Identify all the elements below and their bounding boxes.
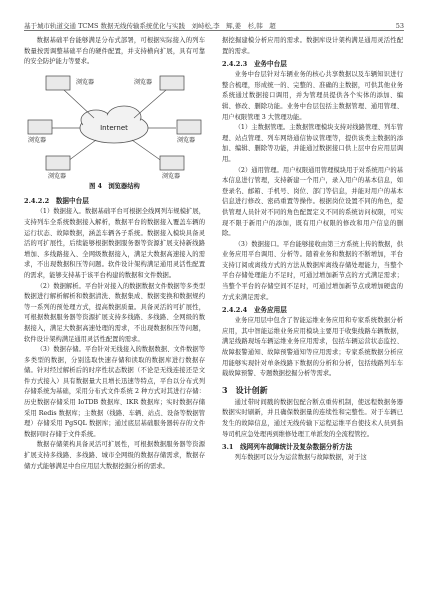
paragraph: 列车数据可以分为运营数据与故障数据，对于这 — [234, 454, 367, 462]
figure-caption: 图 4 浏览器结构 — [89, 182, 140, 190]
right-column — [222, 36, 403, 464]
paragraph: 数据基础平台能够满足分布式部署，可根据实际接入的列车数量按需调整基础平台的硬件配置，并支持横向扩展，具有可靠的安全防护能力等要求。 — [24, 37, 205, 66]
browser-label: 浏览器 — [177, 136, 196, 144]
link-line — [134, 90, 166, 118]
paragraph: 通过带时间戳的数据包配合断点重传机制，使远程数据务器数据实时刷新，并且确保数据量的连续性和完整性。对于车辆已发生的故障信息，通过无线传输下运程运维平台使技术人员到指导司机应急处理再到维修处理工单派发的全流程管控。 — [222, 398, 403, 438]
browser-label: 浏览器 — [28, 136, 47, 144]
chapter-heading: 3 设计创新 — [222, 384, 268, 395]
link-line — [64, 90, 94, 118]
paragraph: （3）数据存储。平台针对无线接入的数据数据、文件数据等多类型的数据，分别选取快速存储和读取的数据库进行数据存储。针对经过解析后的时序性状态数据（不论是无线连接还是文件方式接入）具有数据量大且增长迅速等特点，平台以分布式列存储系统为基础，采用分布式文件系统 2 种方式对其进行存储：历史数据存储采用 IoTDB 数据库、IKR 数据库；实时数据存储采用 Redis 数据库；主数据（线路、车辆、站点、设备等数据管理）存储采用 PgSQL 数据库；通过底层基础服务器转存的文件数据同时存储于文件系统。 — [24, 346, 205, 438]
section-heading: 2.4.2.3 业务中台层 — [222, 60, 287, 69]
paragraph: 业务中台层针对车辆业务的核心共享数据以及车辆知识进行整合梳理，形成统一的、完整的、准确的主数据，可供其他业务系统通过数据接口调用，并为管理员提供各个实体的添加、编辑、修改、删除功能。业务中台层包括主数据管理、通用管理、用户权限管理 3 大管理功能。 — [222, 71, 403, 121]
browser-label: 浏览器 — [134, 78, 153, 86]
browser-label: 浏览器 — [162, 172, 181, 180]
browser-monitor-icon — [160, 76, 184, 90]
section-heading: 3.1 线网列车故障统计及复杂数据分析方法 — [222, 443, 353, 452]
running-header — [24, 18, 404, 31]
browser-label: 浏览器 — [76, 78, 95, 86]
left-column — [24, 36, 205, 472]
section-heading: 2.4.2.4 业务应用层 — [222, 306, 287, 315]
header-title: 基于城市轨道交通 TCMS 数据无线传输系统优化与实践 刘峙松,李 辉,姜 杉,韩 超 — [24, 22, 276, 30]
paragraph: 业务应用层中包含了智能运维业务应用和专家系统数据分析应用，其中智能运维业务应用模块主要用于收集线路车辆数据，满足线路现场车辆运维业务应用需求，包括车辆运营状态监控、故障报警通知、故障预警通知等应用需求；专家系统数据分析应用能够实现针对单条线路下数据的分析和分析，包括线路列车车载故障预警、专题数据挖掘分析等需求。 — [222, 317, 403, 378]
browser-monitor-icon — [177, 120, 201, 134]
paragraph: （1）主数据管理。主数据管理模块支持对线路管理、列车管理、站点管理、列车网络通信协议管理等，提供该类主数据的添加、编辑、删除等功能，并能通过数据接口供上层中台应用层调用。 — [222, 124, 403, 163]
paragraph: 数据存储架构具备灵活可扩展性，可根据数据服务器等资源扩展支持多线路、多线路、城市全网级的数据存储需求，数据存储方式能够满足中台应用层大数据挖掘分析的需求。 — [24, 441, 205, 470]
page-number: 53 — [395, 22, 404, 30]
paragraph: （3）数据接口。平台能够接收由第三方系统上传的数据，供业务应用平台调用、分析等。随着业务和数据的不断增加，平台支持订阅或离线方式的方法从数据库离线存储处理能力，当整个平台存储处理能力不足时，可通过增加新节点的方式满足需求；当整个平台的存储空间不足时，可通过增加新节点或增加硬盘的方式来满足需求。 — [222, 240, 403, 301]
paragraph: （2）通用管理。用户权限通用管理模块用于对系统用户的基本信息进行管理，支持新建一个用户，录入用户的基本信息，如登录名、邮箱、手机号、岗位、部门等信息，并能对用户的基本信息进行修改、密码重置等操作。根据岗位设置不同的角色，提供管理人员针对不同的角色配置定义不同的系统访问权限，可实现不限于新用户的添加，既有用户权限的修改和用户信息的删除。 — [222, 166, 403, 238]
network-diagram — [24, 70, 205, 182]
browser-label: 浏览器 — [48, 172, 67, 180]
internet-label: Internet — [100, 123, 128, 132]
browser-monitor-icon — [46, 76, 70, 90]
browser-monitor-icon — [28, 120, 52, 134]
paragraph: （1）数据接入。数据基础平台可根据全线网列车规模扩展，支持列车全系统数据接入解析，数据平台的数据接入覆盖车辆的运行状态、故障数据，涵盖车辆各子系统。数据接入模块具备灵活的可扩展性，后续能够根据数据服务器等资源扩展支持新线路增加、多线路接入、全网级数据接入，满足大数据高速接入的需求，不出现数据积压等问题。软件设计架构满足通用灵活性配置的需求，能够支持基于该平台构建的数据和文件数据。 — [24, 208, 205, 279]
browser-monitor-icon — [46, 156, 70, 170]
browser-monitor-icon — [160, 156, 184, 170]
paragraph: （2）数据解析。平台针对接入的数据数据文件数据等多类型数据进行解析解析和数据清洗、数据集成、数据变换和数据规约等一系列的预处理方式，提高数据质量。具备灵活的可扩展性，可根据数据服务器等资源扩展支持多线路、多线路、全网级的数据接入，满足大数据高速处理的需求，不出现数据积压等问题，软件设计架构满足通用灵活性配置的需求。 — [24, 282, 205, 343]
section-heading: 2.4.2.2 数据中台层 — [24, 197, 89, 206]
paragraph: 据挖掘建模分析应用的需求。数据库设计架构满足通用灵活性配置的需求。 — [222, 37, 403, 55]
browser-structure-figure — [24, 70, 205, 182]
